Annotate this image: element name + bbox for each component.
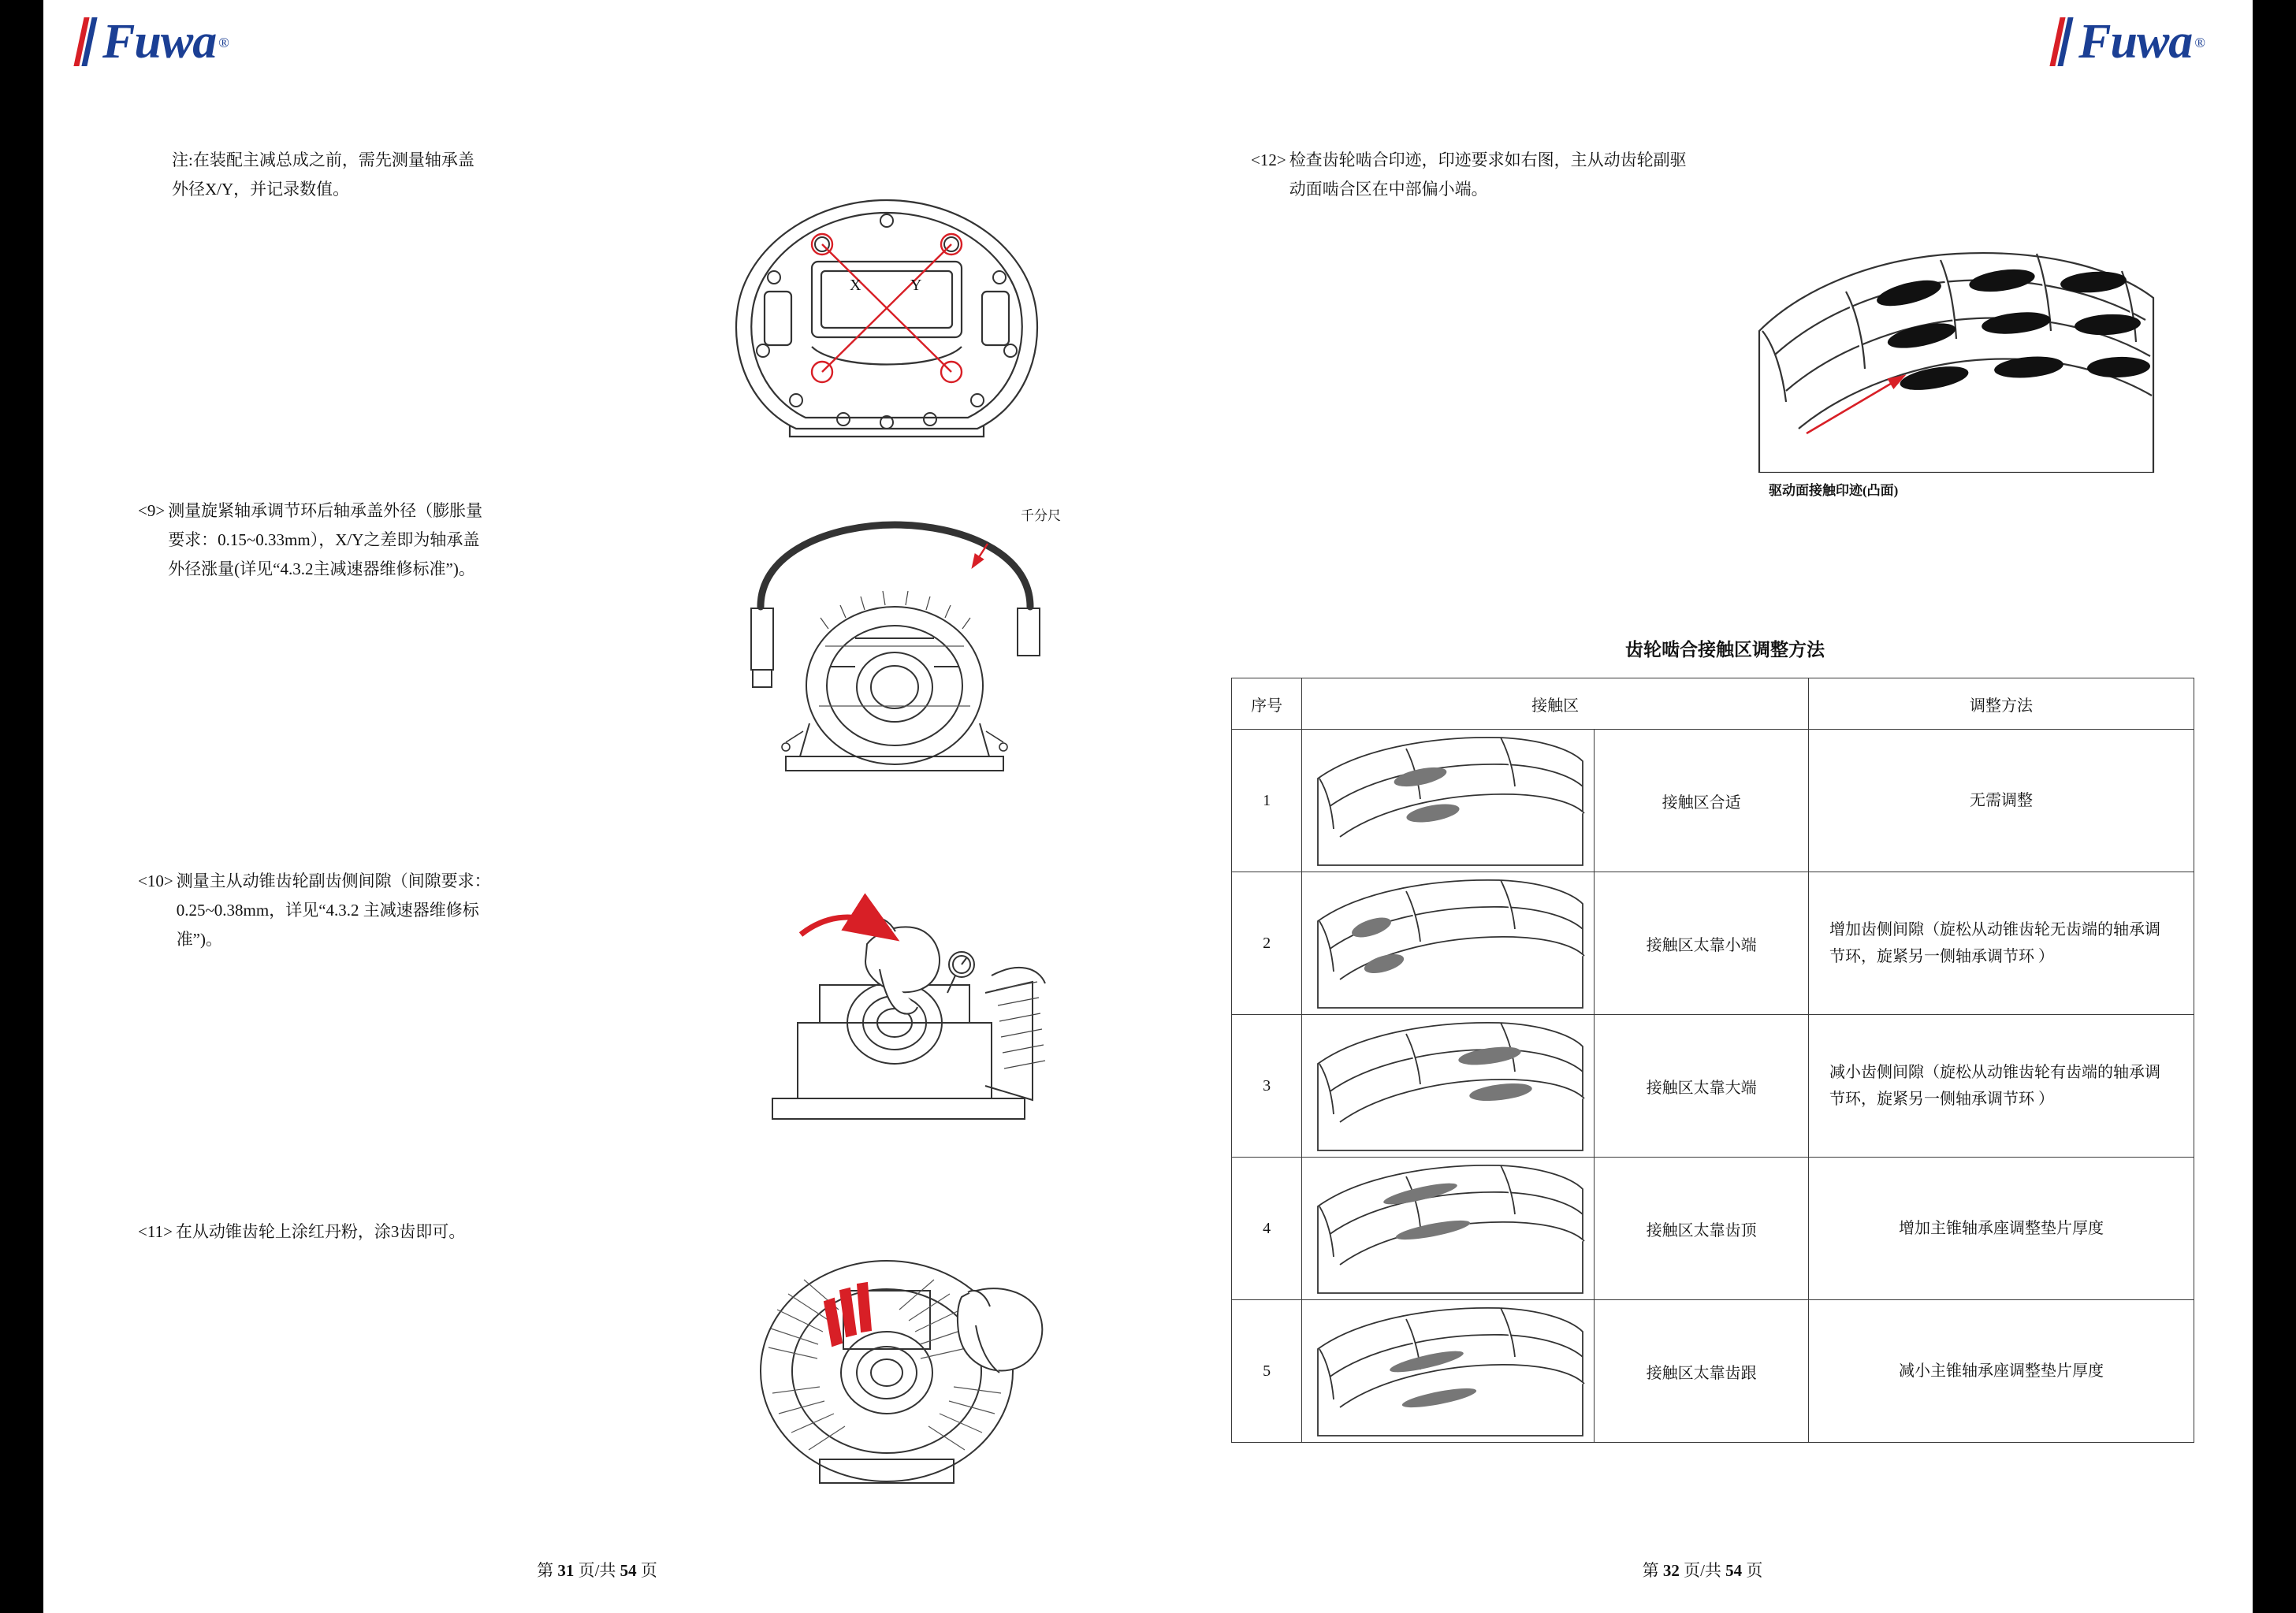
row-pattern-image xyxy=(1302,1015,1595,1158)
fuwa-logo-left xyxy=(79,15,229,69)
left-page xyxy=(43,0,1151,1613)
row-pattern-image xyxy=(1302,730,1595,872)
table-title: 齿轮啮合接触区调整方法 xyxy=(1625,640,1825,660)
figure-micrometer xyxy=(737,520,1052,780)
table-row xyxy=(1232,730,2194,872)
registered-mark: ® xyxy=(2194,34,2205,50)
header-index: 序号 xyxy=(1232,678,1302,730)
figure-backlash xyxy=(725,883,1064,1143)
footer-suffix: 页 xyxy=(1746,1561,1763,1580)
step-9-number: <9> xyxy=(138,501,166,520)
footer-left xyxy=(43,1558,1151,1581)
step-10-text: 测量主从动锥齿轮副齿侧间隙（间隙要求：0.25~0.38mm，详见“4.3.2 主减速器维修标准”)。 xyxy=(176,872,491,949)
logo-text: Fuwa xyxy=(2078,15,2193,69)
row-contact-zone: 接触区太靠小端 xyxy=(1595,872,1809,1015)
logo-text: Fuwa xyxy=(102,15,217,69)
label-x: X xyxy=(850,277,861,294)
row-index: 3 xyxy=(1232,1015,1302,1158)
step-10-number: <10> xyxy=(138,872,173,890)
footer-prefix: 第 xyxy=(1642,1561,1659,1580)
step-11-text: 在从动锥齿轮上涂红丹粉，涂3齿即可。 xyxy=(175,1222,466,1241)
right-page xyxy=(1152,0,2253,1613)
row-index: 1 xyxy=(1232,730,1302,872)
header-contact-zone: 接触区 xyxy=(1302,678,1809,730)
page-edge-left xyxy=(0,0,43,1613)
page-edge-right xyxy=(2253,0,2296,1613)
step-12-text: 检查齿轮啮合印迹，印迹要求如右图，主从动齿轮副驱动面啮合区在中部偏小端。 xyxy=(1289,151,1687,199)
table-row xyxy=(1232,1300,2194,1443)
label-y: Y xyxy=(910,277,922,294)
row-adjust-method: 增加主锥轴承座调整垫片厚度 xyxy=(1808,1158,2194,1300)
row-adjust-method: 减小齿侧间隙（旋松从动锥齿轮有齿端的轴承调节环，旋紧另一侧轴承调节环 ） xyxy=(1808,1015,2194,1158)
footer-right xyxy=(1152,1558,2253,1581)
footer-page-number: 32 xyxy=(1662,1561,1680,1580)
row-pattern-image xyxy=(1302,1158,1595,1300)
figure-contact-pattern xyxy=(1751,236,2161,473)
footer-suffix: 页 xyxy=(640,1561,657,1580)
footer-page-number: 31 xyxy=(557,1561,575,1580)
table-row xyxy=(1232,1015,2194,1158)
assembly-note xyxy=(172,146,479,204)
header-adjust-method: 调整方法 xyxy=(1808,678,2194,730)
step-9 xyxy=(138,496,485,583)
figure-contact-pattern-caption: 驱动面接触印迹(凸面) xyxy=(1769,483,1899,498)
step-11-number: <11> xyxy=(138,1222,173,1241)
footer-middle: 页/共 xyxy=(1684,1561,1721,1580)
step-12-number: <12> xyxy=(1251,151,1286,169)
row-adjust-method: 减小主锥轴承座调整垫片厚度 xyxy=(1808,1300,2194,1443)
row-contact-zone: 接触区太靠齿顶 xyxy=(1595,1158,1809,1300)
footer-middle: 页/共 xyxy=(578,1561,616,1580)
footer-prefix: 第 xyxy=(537,1561,554,1580)
figure-micrometer-caption: 千分尺 xyxy=(1021,508,1061,523)
step-11 xyxy=(138,1217,508,1247)
step-12 xyxy=(1251,146,1700,204)
fuwa-logo-right xyxy=(2055,15,2205,69)
contact-zone-adjustment-table xyxy=(1231,678,2194,1443)
footer-total-pages: 54 xyxy=(1725,1561,1743,1580)
row-index: 4 xyxy=(1232,1158,1302,1300)
table-row xyxy=(1232,1158,2194,1300)
footer-total-pages: 54 xyxy=(620,1561,637,1580)
row-pattern-image xyxy=(1302,1300,1595,1443)
row-index: 2 xyxy=(1232,872,1302,1015)
note-label: 注: xyxy=(172,151,193,169)
row-adjust-method: 无需调整 xyxy=(1808,730,2194,872)
logo-bars-icon xyxy=(73,17,104,66)
step-9-text: 测量旋紧轴承调节环后轴承盖外径（膨胀量要求：0.15~0.33mm），X/Y之差即为轴承盖外径涨量(详见“4.3.2主减速器维修标准”)。 xyxy=(168,501,483,578)
row-adjust-method: 增加齿侧间隙（旋松从动锥齿轮无齿端的轴承调节环，旋紧另一侧轴承调节环 ） xyxy=(1808,872,2194,1015)
row-pattern-image xyxy=(1302,872,1595,1015)
row-index: 5 xyxy=(1232,1300,1302,1443)
table-header-row xyxy=(1232,678,2194,730)
row-contact-zone: 接触区太靠齿跟 xyxy=(1595,1300,1809,1443)
table-row xyxy=(1232,872,2194,1015)
figure-bearing-cap xyxy=(717,189,1056,449)
logo-bars-icon xyxy=(2050,17,2081,66)
row-contact-zone: 接触区合适 xyxy=(1595,730,1809,872)
step-10 xyxy=(138,867,493,953)
row-contact-zone: 接触区太靠大端 xyxy=(1595,1015,1809,1158)
registered-mark: ® xyxy=(218,34,229,50)
figure-red-lead xyxy=(725,1253,1064,1497)
note-text: 在装配主减总成之前，需先测量轴承盖外径X/Y，并记录数值。 xyxy=(172,151,474,199)
